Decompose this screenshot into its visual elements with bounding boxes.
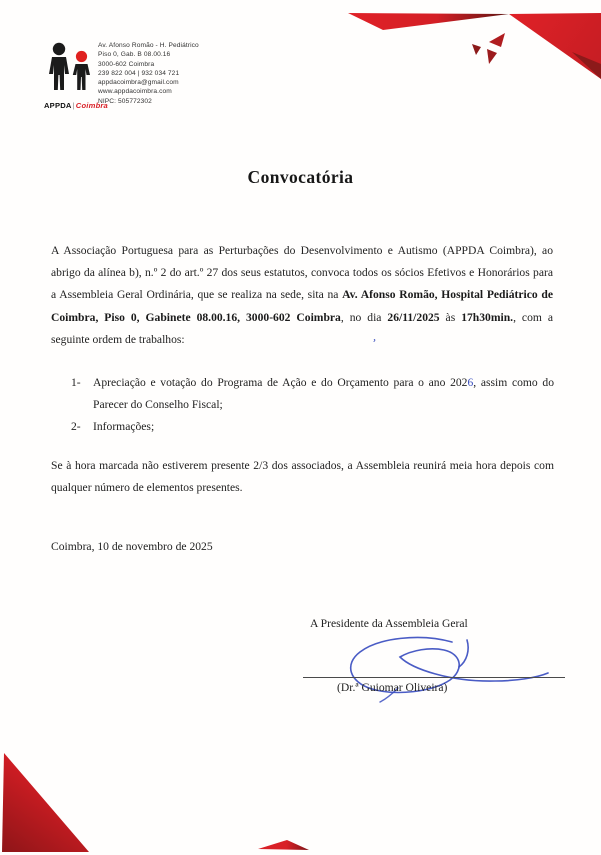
intro-text-2: , no dia: [340, 310, 388, 324]
signature-role-line: A Presidente da Assembleia Geral: [310, 617, 468, 630]
meeting-time-bold: 17h30min.: [461, 310, 514, 324]
agenda-item-1-marker: 1-: [71, 376, 81, 389]
quorum-paragraph: Se à hora marcada não estiverem presente 2/3 dos associados, a Assembleia reunirá meia hora depois com qualquer número de elementos presentes.: [51, 459, 554, 495]
appda-logo-caption: [44, 101, 108, 110]
intro-text-4: , com a seguinte ordem de trabalhos:: [51, 310, 553, 346]
signature-line: [303, 677, 565, 678]
contact-nipc-line: NIPC: 505772302: [98, 97, 152, 105]
agenda-item-1-text-b: , assim como do Parecer do Conselho Fiscal;: [93, 376, 555, 412]
contact-website-line: www.appdacoimbra.com: [98, 88, 172, 96]
agenda-item-1: [71, 372, 554, 416]
logo-org-abbrev: APPDA: [44, 101, 72, 110]
appda-logo-figures: [44, 42, 96, 94]
signature-scribble: [300, 622, 560, 707]
intro-text: A Associação Portuguesa para as Perturbações do Desenvolvimento e Autismo (APPDA Coimbra), ao abrigo da alínea b), n.º 2 do art.º 27 dos seus estatutos, convoca todos os sócios Efetivos e Honorários para a Assembleia Geral Ordinária, que se realiza na sede, sita na: [51, 244, 553, 302]
adult-body-icon: [49, 57, 69, 90]
contact-postal-line: 3000-602 Coimbra: [98, 60, 155, 68]
meeting-date-bold: 26/11/2025: [387, 310, 440, 324]
agenda-item-1-blue-digit: 6: [467, 376, 474, 389]
appda-logo: [44, 42, 108, 110]
contact-floor-line: Piso 0, Gab. B 08.00.16: [98, 51, 171, 59]
agenda-item-2-marker: 2-: [71, 420, 81, 434]
child-body-icon: [73, 64, 90, 90]
contact-email-line: appdacoimbra@gmail.com: [98, 79, 179, 87]
adult-head-icon: [53, 43, 65, 55]
logo-region: Coimbra: [75, 101, 108, 110]
venue-bold-text: Av. Afonso Romão, Hospital Pediátrico de Coimbra, Piso 0, Gabinete 08.00.16, 3000-602 Coimbra: [51, 288, 553, 324]
agenda-item-1-text: Apreciação e votação do Programa de Ação e do Orçamento para o ano 202: [93, 376, 468, 389]
contact-address-line: Av. Afonso Romão - H. Pediátrico: [98, 42, 199, 49]
child-head-icon: [76, 51, 87, 62]
intro-paragraph: [51, 240, 553, 351]
signature-name-line: (Dr.ª Guiomar Oliveira): [337, 681, 448, 694]
contact-phones-line: 239 822 004 | 932 034 721: [98, 69, 180, 77]
agenda-item-2: [71, 416, 554, 438]
document-title: Convocatória: [247, 167, 354, 187]
contact-block: [98, 41, 199, 106]
date-line: Coimbra, 10 de novembro de 2025: [51, 540, 213, 553]
stray-pen-mark: ’: [371, 335, 378, 351]
agenda-list: [71, 372, 554, 439]
intro-text-3: às: [439, 310, 462, 324]
agenda-item-2-text: Informações;: [93, 420, 155, 434]
logo-divider: |: [72, 101, 75, 110]
